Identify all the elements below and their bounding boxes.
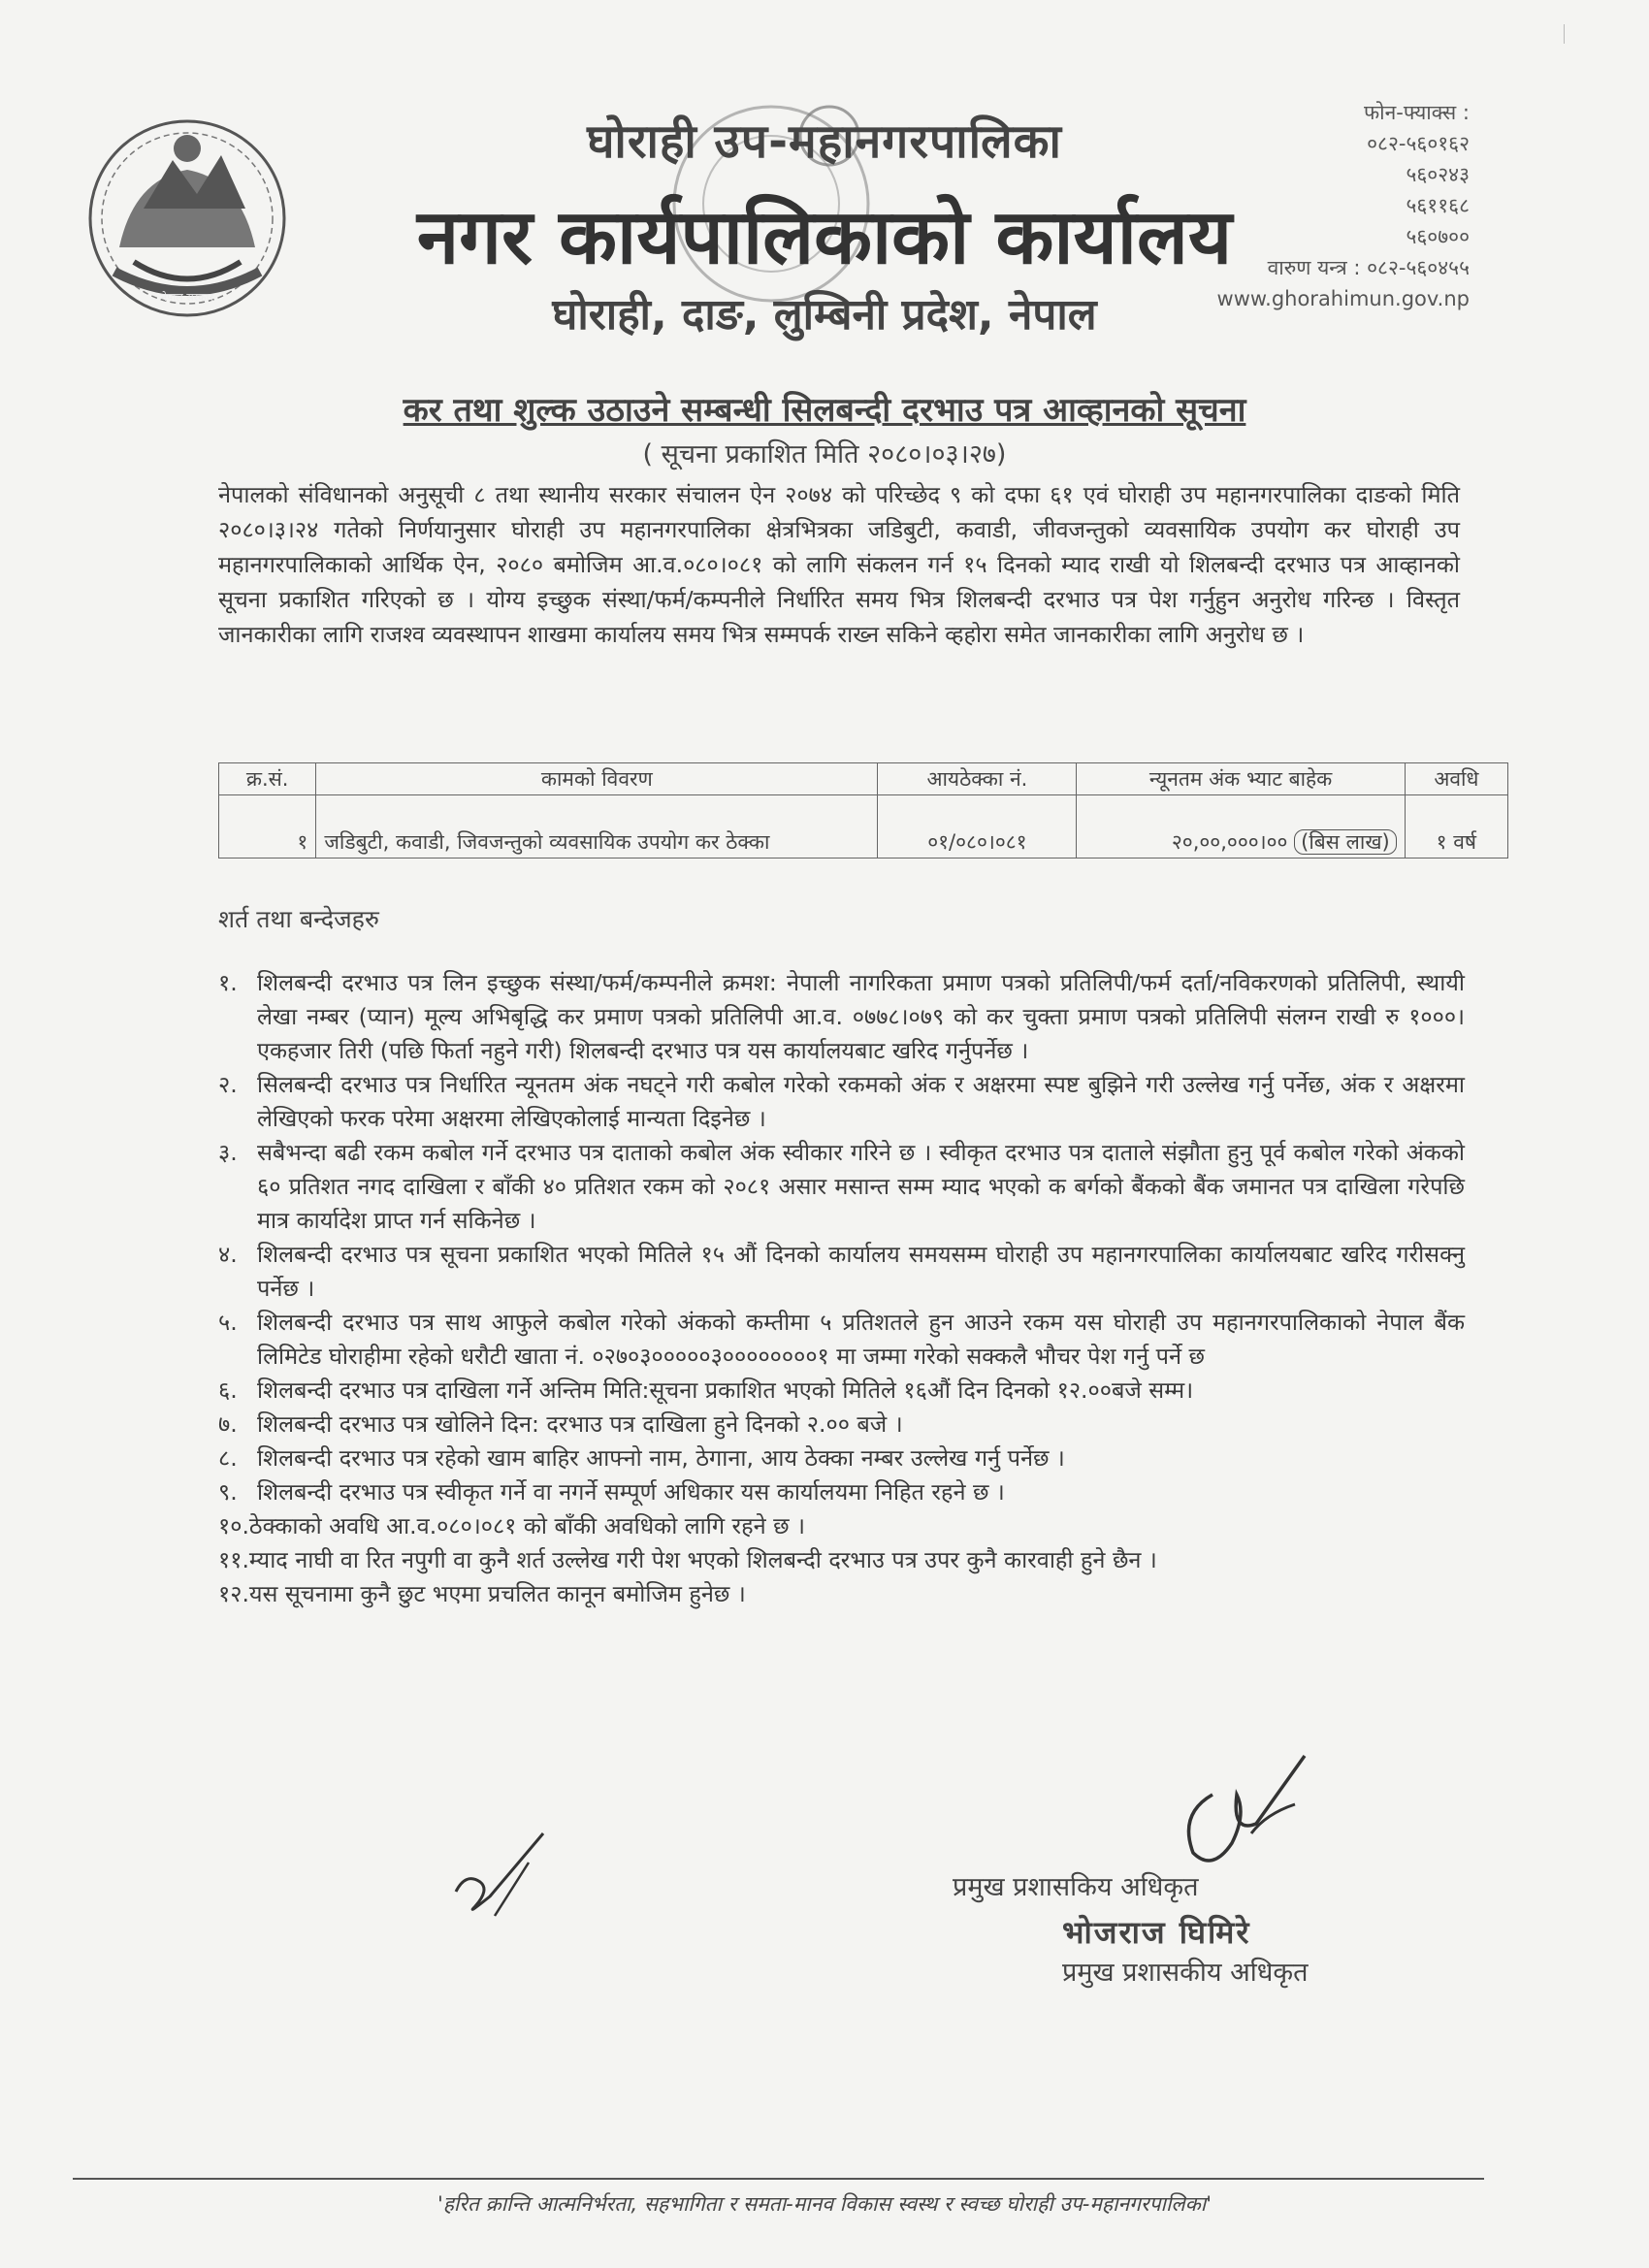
conditions-heading: शर्त तथा बन्देजहरु xyxy=(218,905,379,933)
col-header-duration: अवधि xyxy=(1405,763,1507,795)
notice-title: कर तथा शुल्क उठाउने सम्बन्धी सिलबन्दी दरभाउ पत्र आव्हानको सूचना xyxy=(403,391,1246,430)
list-item: ८. शिलबन्दी दरभाउ पत्र रहेको खाम बाहिर आफ्नो नाम, ठेगाना, आय ठेक्का नम्बर उल्लेख गर्नु पर्नेछ । xyxy=(218,1444,1065,1472)
list-item: १२.यस सूचनामा कुनै छुट भएमा प्रचलित कानून बमोजिम हुनेछ । xyxy=(218,1580,746,1607)
cell-desc: जडिबुटी, कवाडी, जिवजन्तुको व्यवसायिक उपयोग कर ठेक्का xyxy=(316,795,878,859)
amount-words: (बिस लाख) xyxy=(1294,829,1397,855)
list-item: ५. शिलबन्दी दरभाउ पत्र साथ आफुले कबोल गरेको अंकको कम्तीमा ५ प्रतिशतले हुन आउने रकम यस घोराही उप महानगरपालिकाको नेपाल बैंक लिमिटेड घोराहीमा रहेको धरौटी खाता नं. ०२७०३०००००३००००००००१ मा जम्मा गरेको सक्कलै भौचर पेश गर्नु पर्ने छ xyxy=(218,1309,1465,1370)
list-item: १०.ठेक्काको अवधि आ.व.०८०।०८१ को बाँकी अवधिको लागि रहने छ । xyxy=(218,1512,806,1539)
footer-divider xyxy=(73,2178,1484,2180)
website-link[interactable]: www.ghorahimun.gov.np xyxy=(1216,287,1470,310)
cell-duration: १ वर्ष xyxy=(1405,795,1507,859)
municipality-name: घोराही उप-महानगरपालिका xyxy=(587,114,1062,169)
signatory-title: प्रमुख प्रशासकीय अधिकृत xyxy=(1062,1958,1309,1988)
list-item: १. शिलबन्दी दरभाउ पत्र लिन इच्छुक संस्था/फर्म/कम्पनीले क्रमश: नेपाली नागरिकता प्रमाण पत्रको प्रतिलिपी/फर्म दर्ता/नविकरणको प्रतिलिपी, स्थायी लेखा नम्बर (प्यान) मूल्य अभिबृद्धि कर प्रमाण पत्रको प्रतिलिपी आ.व. ०७७८।०७९ को कर चुक्ता प्रमाण पत्रको प्रतिलिपी संलग्न राखी रु १०००। एकहजार तिरी (पछि फिर्ता नहुने गरी) शिलबन्दी दरभाउ पत्र यस कार्यालयबाट खरिद गर्नुपर्नेछ । xyxy=(218,969,1465,1064)
list-item: ४. शिलबन्दी दरभाउ पत्र सूचना प्रकाशित भएको मितिले १५ औं दिनको कार्यालय समयसम्म घोराही उप महानगरपालिका कार्यालयबाट खरिद गरीसक्नु पर्नेछ । xyxy=(218,1241,1465,1302)
officer-signature xyxy=(1159,1736,1334,1882)
cell-sn: १ xyxy=(219,795,316,859)
conditions-list xyxy=(218,966,1465,1611)
fire-brigade-number: वारुण यन्त्र : ०८२-५६०४५५ xyxy=(1267,256,1470,279)
phone-number: ५६०२४३ xyxy=(1406,163,1470,186)
table-header-row xyxy=(219,763,1508,795)
list-item: ७. शिलबन्दी दरभाउ पत्र खोलिने दिन: दरभाउ पत्र दाखिला हुने दिनको २.०० बजे । xyxy=(218,1410,903,1438)
footer-slogan: 'हरित क्रान्ति आत्मनिर्भरता, सहभागिता र समता-मानव विकास स्वस्थ र स्वच्छ घोराही उप-महानगरपालिका' xyxy=(437,2192,1212,2216)
col-header-desc: कामको विवरण xyxy=(316,763,878,795)
notice-intro: नेपालको संविधानको अनुसूची ८ तथा स्थानीय सरकार संचालन ऐन २०७४ को परिच्छेद ९ को दफा ६१ एवं घोराही उप महानगरपालिका दाङको मिति २०८०।३।२४ गतेको निर्णयानुसार घोराही उप महानगरपालिका क्षेत्रभित्रका जडिबुटी, कवाडी, जीवजन्तुको व्यवसायिक उपयोग कर घोराही उप महानगरपालिकाको आर्थिक ऐन, २०८० बमोजिम आ.व.०८०।०८१ को लागि संकलन गर्न १५ दिनको म्याद राखी यो शिलबन्दी दरभाउ पत्र आव्हानको सूचना प्रकाशित गरिएको छ । योग्य इच्छुक संस्था/फर्म/कम्पनीले निर्धारित समय भित्र शिलबन्दी दरभाउ पत्र पेश गर्नुहुन अनुरोध गरिन्छ । विस्तृत जानकारीका लागि राजश्व व्यवस्थापन शाखमा कार्यालय समय भित्र सम्मपर्क राख्न सकिने व्हहोरा समेत जानकारीका लागि अनुरोध छ । xyxy=(218,481,1460,648)
list-item: ९. शिलबन्दी दरभाउ पत्र स्वीकृत गर्ने वा नगर्ने सम्पूर्ण अधिकार यस कार्यालयमा निहित रहने छ । xyxy=(218,1478,1005,1506)
table-row xyxy=(219,795,1508,859)
col-header-contract-no: आयठेक्का नं. xyxy=(878,763,1077,795)
phone-number: ५६०७०० xyxy=(1406,225,1470,248)
col-header-amount: न्यूनतम अंक भ्याट बाहेक xyxy=(1077,763,1405,795)
scan-mark xyxy=(1564,24,1565,44)
office-address: घोराही, दाङ, लुम्बिनी प्रदेश, नेपाल xyxy=(552,290,1097,340)
col-header-sn: क्र.सं. xyxy=(219,763,316,795)
phone-number: ५६११६८ xyxy=(1406,194,1470,217)
signatory-role: प्रमुख प्रशासकिय अधिकृत xyxy=(953,1872,1199,1902)
list-item: ११.म्याद नाघी वा रित नपुगी वा कुनै शर्त उल्लेख गरी पेश भएको शिलबन्दी दरभाउ पत्र उपर कुनै कारवाही हुने छैन । xyxy=(218,1546,1157,1573)
signatory-name: भोजराज घिमिरे xyxy=(1062,1914,1251,1951)
notice-date: ( सूचना प्रकाशित मिति २०८०।०३।२७) xyxy=(642,439,1007,470)
amount-figure: २०,००,०००।०० xyxy=(1171,830,1288,854)
list-item: ३. सबैभन्दा बढी रकम कबोल गर्ने दरभाउ पत्र दाताको कबोल अंक स्वीकार गरिने छ । स्वीकृत दरभाउ पत्र दाताले संझौता हुनु पूर्व कबोल गरेको अंकको ६० प्रतिशत नगद दाखिला र बाँकी ४० प्रतिशत रकम को २०८१ असार मसान्त सम्म म्याद भएको क बर्गको बैंकको बैंक जमानत पत्र दाखिला गरेपछि मात्र कार्यादेश प्राप्त गर्न सकिनेछ । xyxy=(218,1139,1465,1234)
cell-contract-no: ०१/०८०।०८१ xyxy=(878,795,1077,859)
office-name: नगर कार्यपालिकाको कार्यालय xyxy=(416,194,1233,281)
phone-number: ०८२-५६०१६२ xyxy=(1367,132,1470,155)
list-item: २. सिलबन्दी दरभाउ पत्र निर्धारित न्यूनतम अंक नघट्ने गरी कबोल गरेको रकमको अंक र अक्षरमा स्पष्ट बुझिने गरी उल्लेख गर्नु पर्नेछ, अंक र अक्षरमा लेखिएको फरक परेमा अक्षरमा लेखिएकोलाई मान्यता दिइनेछ । xyxy=(218,1071,1465,1132)
cell-amount xyxy=(1077,795,1405,859)
list-item: ६. शिलबन्दी दरभाउ पत्र दाखिला गर्ने अन्तिम मिति:सूचना प्रकाशित भएको मितिले १६औं दिन दिनको १२.००बजे सम्म। xyxy=(218,1377,1194,1404)
initial-signature xyxy=(436,1824,572,1930)
contract-table xyxy=(218,762,1508,859)
contact-block xyxy=(1217,97,1470,314)
phone-fax-label: फोन-फ्याक्स : xyxy=(1363,101,1470,124)
svg-text:नेपाल सरकार: नेपाल सरकार xyxy=(161,291,213,304)
